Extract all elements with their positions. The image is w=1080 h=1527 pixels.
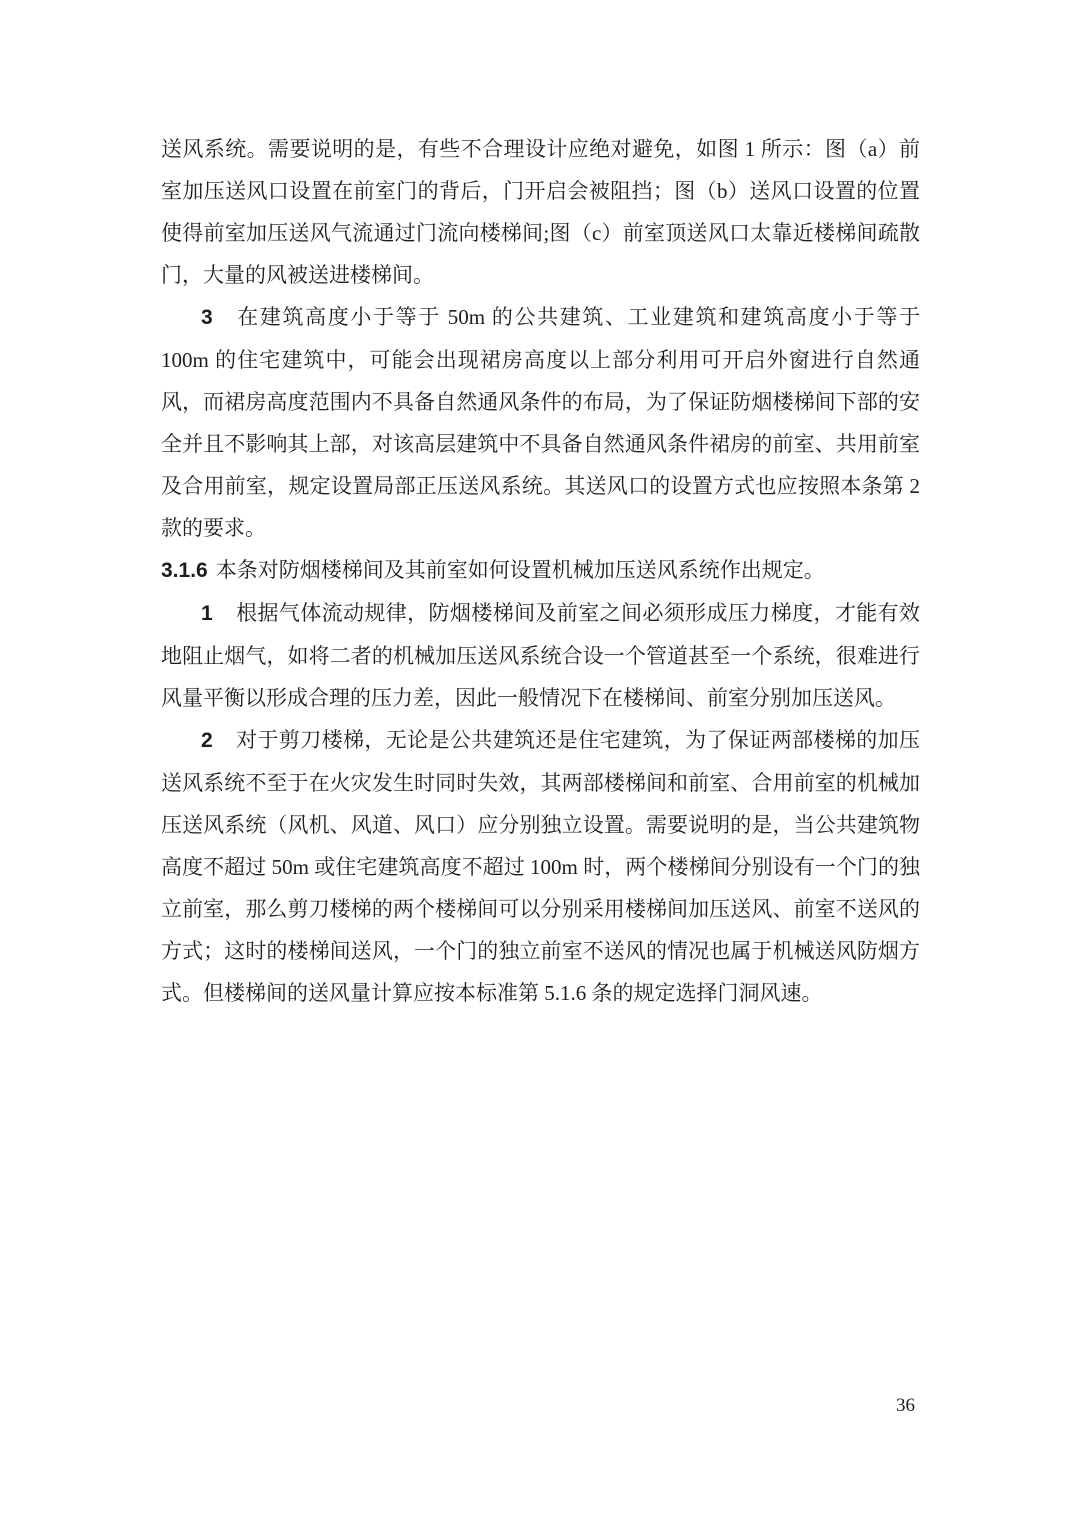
clause-number: 3.1.6: [161, 559, 208, 582]
item-text: 根据气体流动规律，防烟楼梯间及前室之间必须形成压力梯度，才能有效地阻止烟气，如将二者的机械加压送风系统合设一个管道甚至一个系统，很难进行风量平衡以形成合理的压力差，因此一般情况下在楼梯间、前室分别加压送风。: [161, 601, 920, 710]
paragraph-continuation-text: 送风系统。需要说明的是，有些不合理设计应绝对避免，如图 1 所示：图（a）前室加压送风口设置在前室门的背后，门开启会被阻挡；图（b）送风口设置的位置使得前室加压送风气流通过门流向楼梯间;图（c）前室顶送风口太靠近楼梯间疏散门，大量的风被送进楼梯间。: [161, 137, 920, 287]
body-text-block: [161, 128, 920, 1014]
numbered-item-1: [161, 592, 920, 719]
item-text: 对于剪刀楼梯，无论是公共建筑还是住宅建筑，为了保证两部楼梯的加压送风系统不至于在火灾发生时同时失效，其两部楼梯间和前室、合用前室的机械加压送风系统（风机、风道、风口）应分别独立设置。需要说明的是，当公共建筑物高度不超过 50m 或住宅建筑高度不超过 100m 时，两个楼梯间分别设有一个门的独立前室，那么剪刀楼梯的两个楼梯间可以分别采用楼梯间加压送风、前室不送风的方式；这时的楼梯间送风，一个门的独立前室不送风的情况也属于机械送风防烟方式。但楼梯间的送风量计算应按本标准第 5.1.6 条的规定选择门洞风速。: [161, 728, 920, 1005]
item-number: 3: [201, 306, 213, 329]
paragraph-continuation: [161, 128, 920, 296]
numbered-item-2: [161, 719, 920, 1014]
page-number: 36: [896, 1395, 915, 1416]
clause-3-1-6: [161, 549, 920, 592]
item-number: 2: [201, 729, 213, 752]
clause-text: 本条对防烟楼梯间及其前室如何设置机械加压送风系统作出规定。: [215, 558, 825, 582]
item-text: 在建筑高度小于等于 50m 的公共建筑、工业建筑和建筑高度小于等于 100m 的住宅建筑中，可能会出现裙房高度以上部分利用可开启外窗进行自然通风，而裙房高度范围内不具备自然通风条件的布局，为了保证防烟楼梯间下部的安全并且不影响其上部，对该高层建筑中不具备自然通风条件裙房的前室、共用前室及合用前室，规定设置局部正压送风系统。其送风口的设置方式也应按照本条第 2 款的要求。: [161, 305, 920, 540]
numbered-item-3: [161, 296, 920, 549]
item-number: 1: [201, 602, 213, 625]
